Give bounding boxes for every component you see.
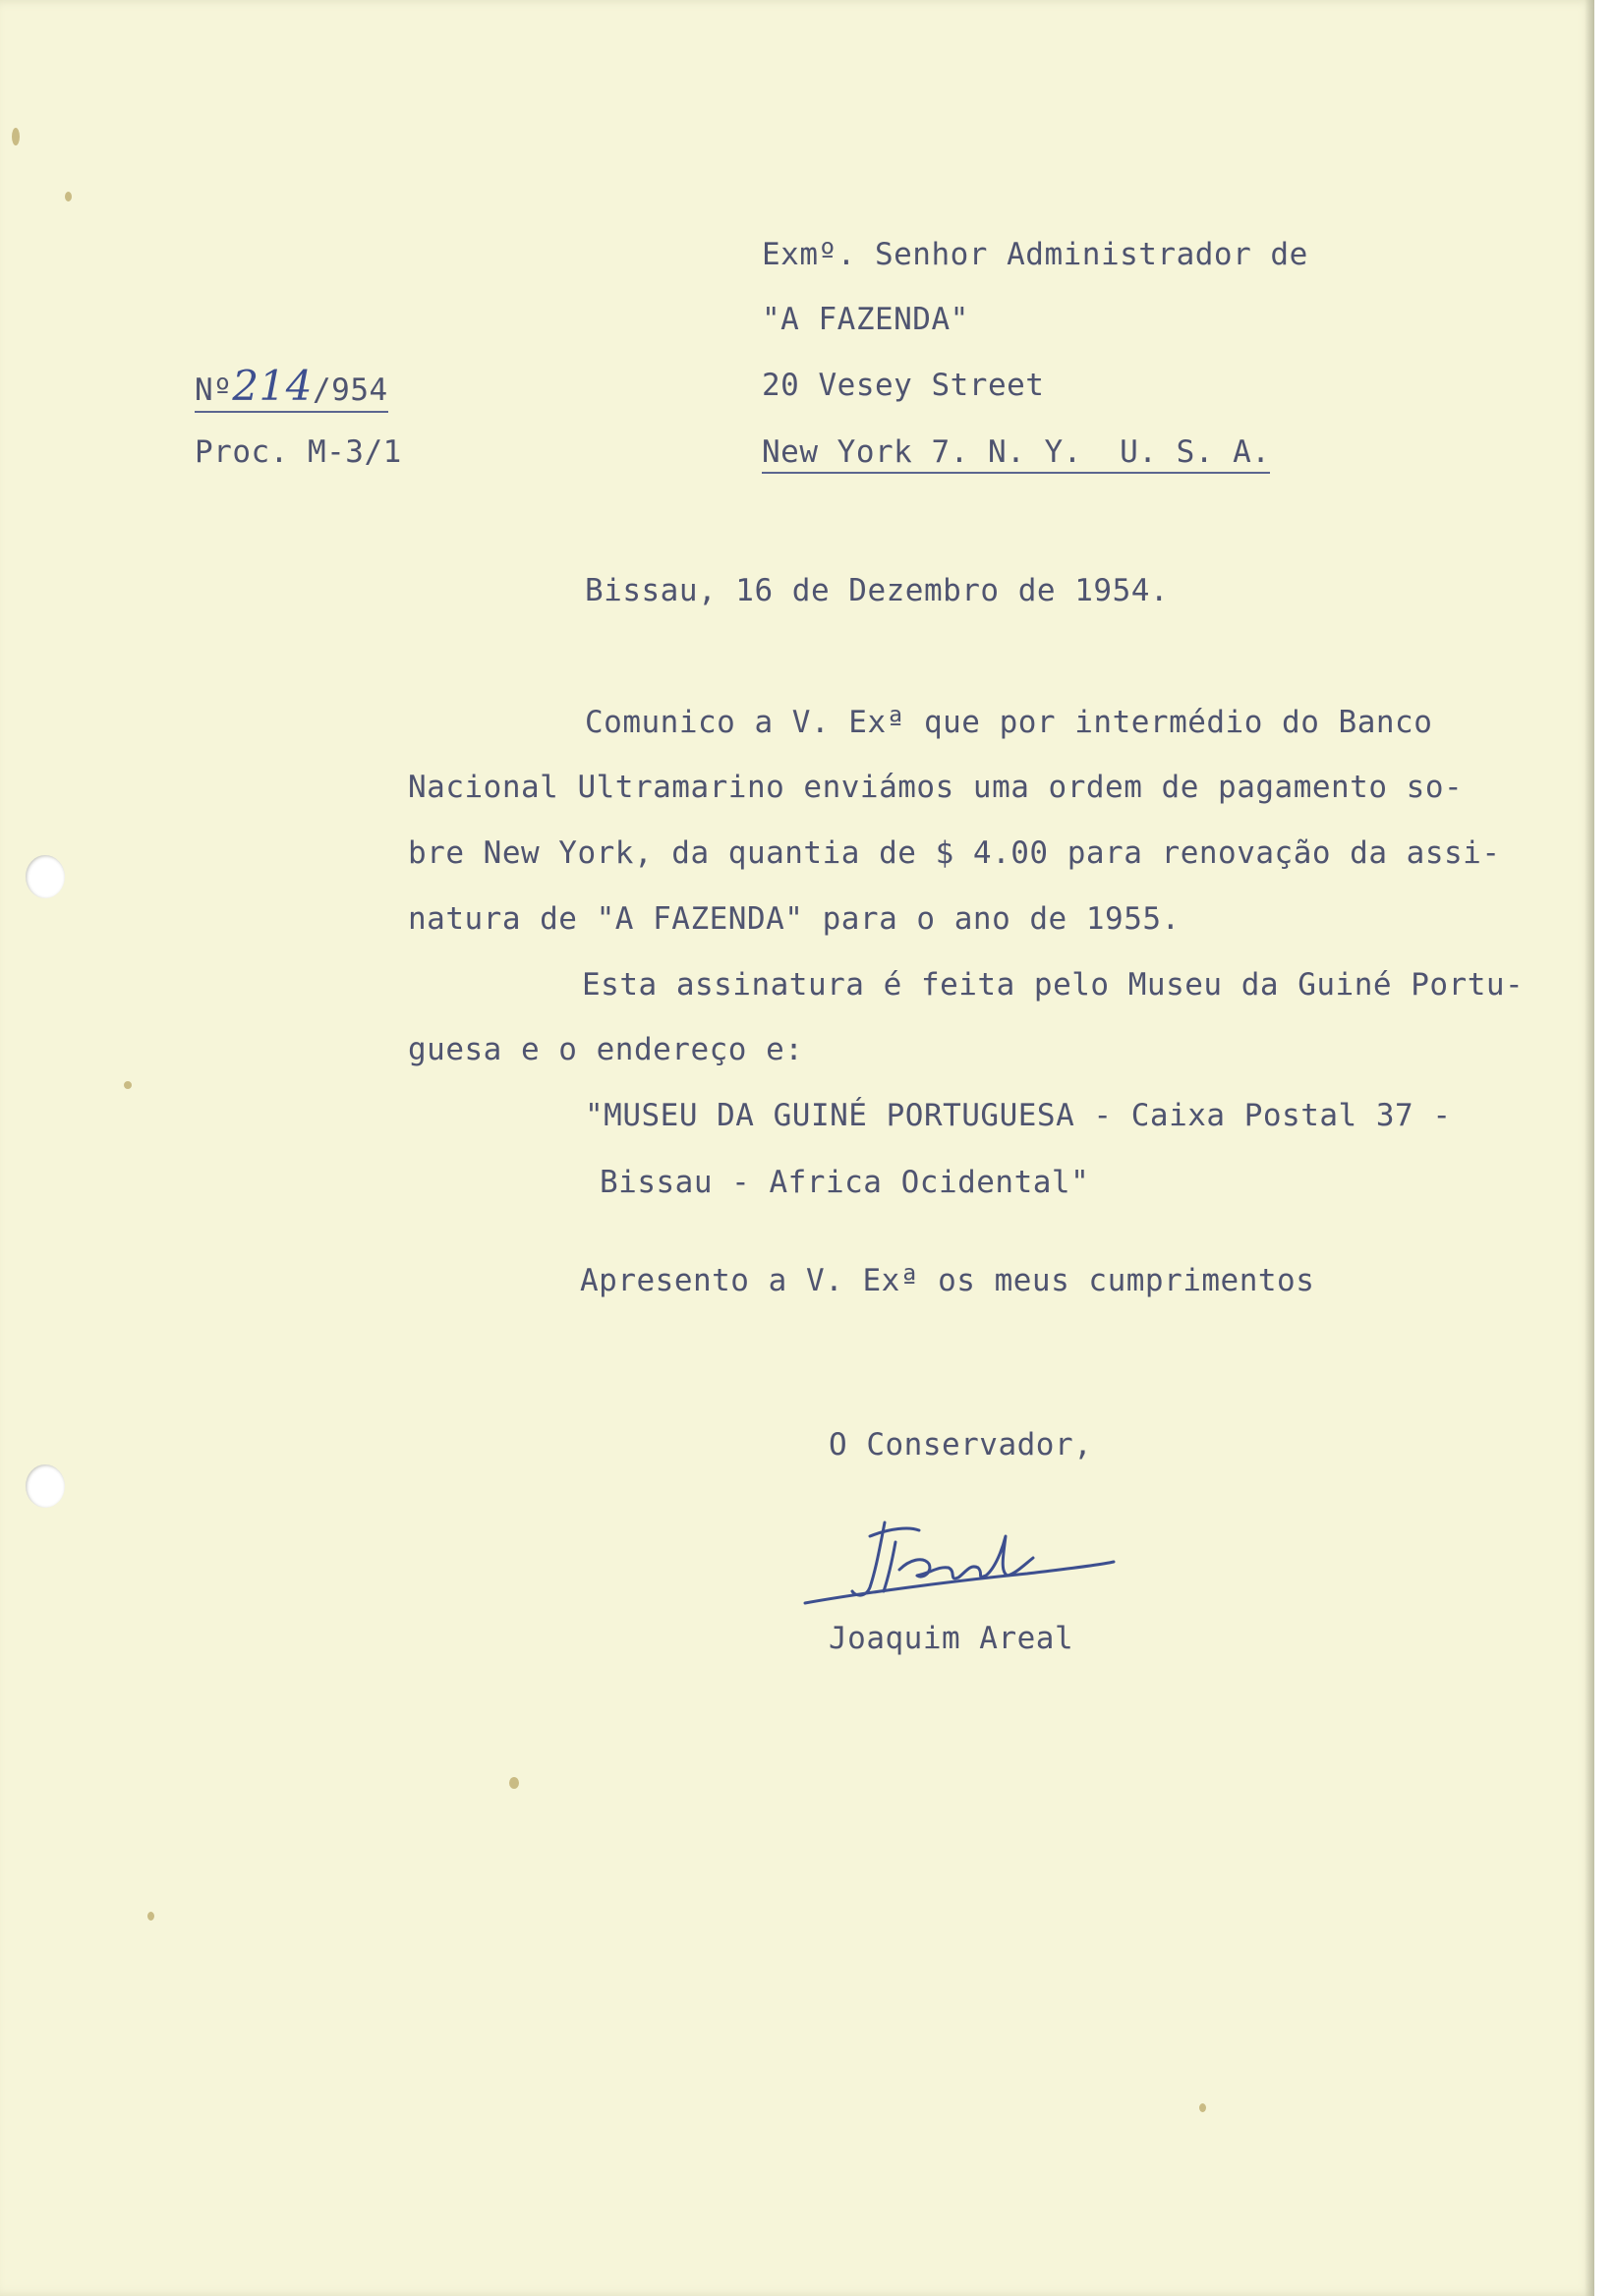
date-line: Bissau, 16 de Dezembro de 1954.: [585, 573, 1170, 608]
body-line: Esta assinatura é feita pelo Museu da Guiné Portu-: [582, 967, 1525, 1003]
signature-title: O Conservador,: [829, 1427, 1093, 1463]
recipient-line-1: Exmº. Senhor Administrador de: [762, 237, 1308, 272]
body-line: natura de "A FAZENDA" para o ano de 1955.: [408, 901, 1181, 937]
page-margin: [1594, 0, 1615, 2296]
reference-number-handwritten: 214: [232, 362, 313, 410]
body-line: Comunico a V. Exª que por intermédio do Banco: [585, 705, 1433, 740]
punch-hole-top: [26, 855, 65, 898]
signatory-name: Joaquim Areal: [829, 1621, 1074, 1656]
reference-number: [195, 362, 388, 413]
body-line: Bissau - Africa Ocidental": [600, 1165, 1090, 1200]
paper-speck: [509, 1777, 519, 1789]
body-line: guesa e o endereço e:: [408, 1032, 804, 1067]
body-line: Nacional Ultramarino enviámos uma ordem de pagamento so-: [408, 770, 1464, 805]
body-line: bre New York, da quantia de $ 4.00 para renovação da assi-: [408, 835, 1501, 871]
handwritten-signature: [801, 1509, 1116, 1617]
closing-line: Apresento a V. Exª os meus cumprimentos: [580, 1263, 1315, 1298]
recipient-line-3: 20 Vesey Street: [762, 368, 1045, 403]
recipient-line-4: New York 7. N. Y. U. S. A.: [762, 437, 1270, 474]
reference-number-prefix: Nº: [195, 373, 233, 408]
process-reference: Proc. M-3/1: [195, 434, 402, 470]
recipient-line-2: "A FAZENDA": [762, 302, 969, 337]
paper-speck: [65, 192, 72, 201]
reference-number-year: /954: [313, 373, 388, 408]
paper-speck: [124, 1081, 132, 1089]
page-edge-shadow: [1585, 0, 1594, 2296]
punch-hole-bottom: [26, 1464, 65, 1508]
paper-speck: [147, 1912, 154, 1921]
paper-speck: [1199, 2103, 1206, 2112]
paper-speck: [12, 128, 20, 145]
body-line: "MUSEU DA GUINÉ PORTUGUESA - Caixa Postal 37 -: [585, 1098, 1452, 1133]
